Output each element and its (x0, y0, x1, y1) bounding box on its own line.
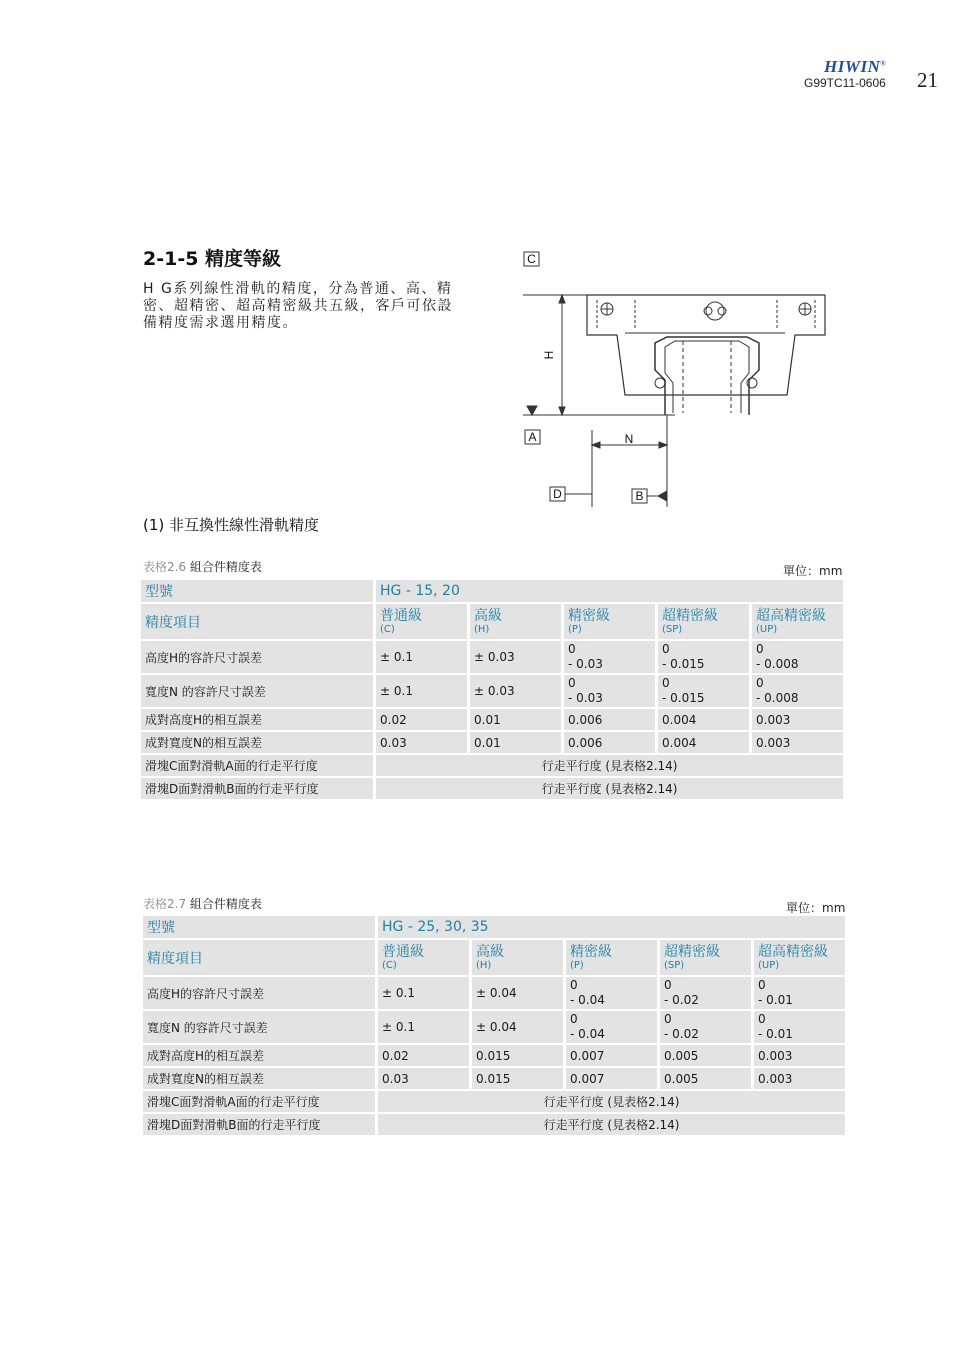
grade-header: 超精密級 (SP) (660, 940, 754, 977)
section-title: 2-1-5 精度等級 (143, 248, 282, 270)
grade-header: 超高精密級 (UP) (754, 940, 848, 977)
table-row: 寬度N 的容許尺寸誤差 ± 0.1 ± 0.04 0 - 0.04 0 - 0.02 0 - 0.01 (143, 1011, 848, 1045)
model-value: HG - 25, 30, 35 (378, 916, 848, 940)
model-label: 型號 (143, 916, 378, 940)
precision-table-hg25-35 (143, 916, 848, 1137)
table-row: 成對寬度N的相互誤差 0.03 0.01 0.006 0.004 0.003 (141, 732, 846, 755)
grade-header: 超精密級 (SP) (658, 604, 752, 641)
intro-paragraph: H G系列線性滑軌的精度，分為普通、高、精密、超精密、超高精密級共五級，客戶可依設備精度需求選用精度。 (143, 281, 453, 331)
grade-header: 精密級 (P) (564, 604, 658, 641)
label-h: H (542, 350, 556, 360)
document-code: G99TC11-0606 (804, 76, 886, 90)
table-row: 滑塊D面對滑軌B面的行走平行度 行走平行度 (見表格2.14) (141, 778, 846, 801)
table-caption: 表格2.7 組合件精度表 (143, 897, 262, 911)
grade-header: 高級 (H) (472, 940, 566, 977)
unit-label: 單位：mm (783, 564, 843, 578)
grade-header: 高級 (H) (470, 604, 564, 641)
model-value: HG - 15, 20 (376, 580, 846, 604)
unit-label: 單位：mm (786, 901, 846, 915)
table-row: 成對寬度N的相互誤差 0.03 0.015 0.007 0.005 0.003 (143, 1068, 848, 1091)
linear-guide-diagram (515, 245, 830, 510)
label-n: N (624, 432, 634, 446)
label-c: C (527, 252, 536, 266)
table-row: 高度H的容許尺寸誤差 ± 0.1 ± 0.04 0 - 0.04 0 - 0.02 0 - 0.01 (143, 977, 848, 1011)
item-label: 精度項目 (141, 604, 376, 641)
table-row: 滑塊D面對滑軌B面的行走平行度 行走平行度 (見表格2.14) (143, 1114, 848, 1137)
table-row: 寬度N 的容許尺寸誤差 ± 0.1 ± 0.03 0 - 0.03 0 - 0.015 0 - 0.008 (141, 675, 846, 709)
label-a: A (528, 430, 537, 444)
grade-header: 超高精密級 (UP) (752, 604, 846, 641)
table-row: 成對高度H的相互誤差 0.02 0.015 0.007 0.005 0.003 (143, 1045, 848, 1068)
grade-header: 精密級 (P) (566, 940, 660, 977)
page-number: 21 (917, 68, 938, 92)
table-row: 高度H的容許尺寸誤差 ± 0.1 ± 0.03 0 - 0.03 0 - 0.015 0 - 0.008 (141, 641, 846, 675)
rail-profile (655, 337, 759, 415)
label-d: D (553, 487, 562, 501)
table-row: 滑塊C面對滑軌A面的行走平行度 行走平行度 (見表格2.14) (141, 755, 846, 778)
model-label: 型號 (141, 580, 376, 604)
table-row: 滑塊C面對滑軌A面的行走平行度 行走平行度 (見表格2.14) (143, 1091, 848, 1114)
precision-table-hg15-20 (141, 580, 846, 801)
label-b: B (635, 489, 644, 503)
table-row: 成對高度H的相互誤差 0.02 0.01 0.006 0.004 0.003 (141, 709, 846, 732)
brand-logo: HIWIN® (824, 57, 887, 76)
grade-header: 普通級 (C) (376, 604, 470, 641)
table-caption: 表格2.6 組合件精度表 (143, 560, 262, 574)
subsection-title: (1) 非互換性線性滑軌精度 (143, 516, 320, 534)
item-label: 精度項目 (143, 940, 378, 977)
grade-header: 普通級 (C) (378, 940, 472, 977)
